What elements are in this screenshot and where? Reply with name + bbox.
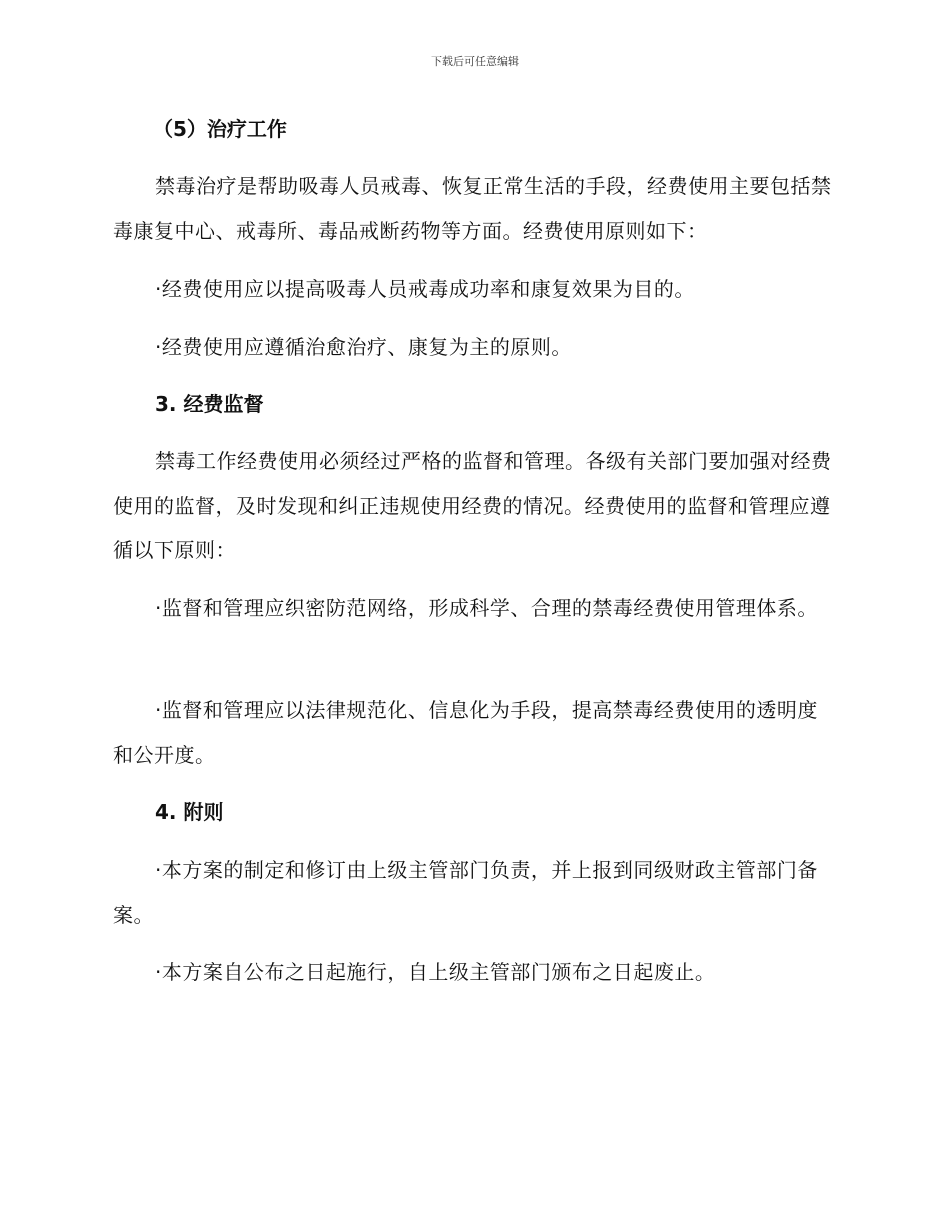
section-heading-treatment: （5）治疗工作 [153,117,287,141]
bullet-supervision-transparency: ·监督和管理应以法律规范化、信息化为手段，提高禁毒经费使用的透明度和公开度。 [113,698,818,767]
paragraph-treatment-intro: 禁毒治疗是帮助吸毒人员戒毒、恢复正常生活的手段，经费使用主要包括禁毒康复中心、戒毒所、毒品戒断药物等方面。经费使用原则如下： [113,174,832,243]
paragraph-supervision-intro: 禁毒工作经费使用必须经过严格的监督和管理。各级有关部门要加强对经费使用的监督，及时发现和纠正违规使用经费的情况。经费使用的监督和管理应遵循以下原则： [113,449,832,562]
section-heading-appendix: 4. 附则 [155,800,224,824]
section-heading-supervision: 3. 经费监督 [155,392,264,416]
bullet-supervision-network: ·监督和管理应织密防范网络，形成科学、合理的禁毒经费使用管理体系。 [155,596,818,620]
bullet-appendix-revision: ·本方案的制定和修订由上级主管部门负责，并上报到同级财政主管部门备案。 [113,858,818,927]
bullet-treatment-goal: ·经费使用应以提高吸毒人员戒毒成功率和康复效果为目的。 [155,277,695,301]
page-header-note: 下载后可任意编辑 [431,55,519,68]
bullet-appendix-effective: ·本方案自公布之日起施行，自上级主管部门颁布之日起废止。 [155,960,716,984]
bullet-treatment-principle: ·经费使用应遵循治愈治疗、康复为主的原则。 [155,335,572,359]
